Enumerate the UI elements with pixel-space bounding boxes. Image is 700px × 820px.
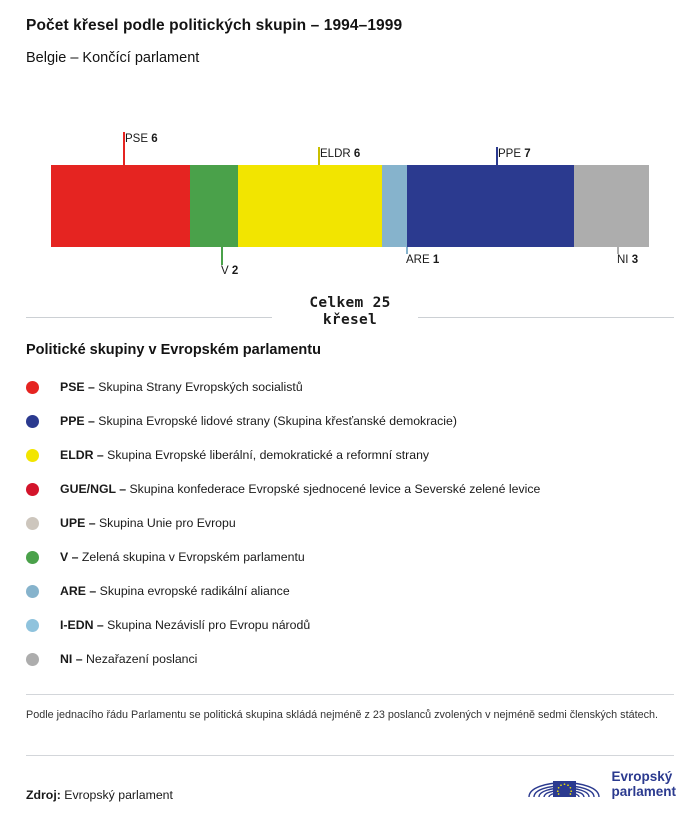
bar-label-are xyxy=(406,254,439,267)
legend-label-guengl xyxy=(60,482,540,496)
bar-label-pse-group: PSE xyxy=(125,133,149,145)
bar-label-ni-value: 3 xyxy=(631,254,639,266)
legend-item-are xyxy=(26,574,676,608)
total-divider-right xyxy=(418,317,674,318)
legend-swatch-eldr-icon xyxy=(26,449,39,462)
legend-abbr-pse: PSE – xyxy=(60,380,95,394)
legend-label-are xyxy=(60,584,290,598)
total-seats-label xyxy=(0,295,700,329)
legend-swatch-ppe-icon xyxy=(26,415,39,428)
bar-label-ppe-group: PPE xyxy=(498,148,522,160)
legend-swatch-pse-icon xyxy=(26,381,39,394)
legend-abbr-guengl: GUE/NGL – xyxy=(60,482,127,496)
total-seats-line2: křesel xyxy=(322,312,378,328)
legend-item-ni xyxy=(26,642,676,676)
leader-line-pse xyxy=(123,132,125,165)
total-seats-line1: Celkem 25 xyxy=(309,295,391,311)
leader-line-are xyxy=(406,247,408,254)
legend-swatch-ni-icon xyxy=(26,653,39,666)
bar-label-are-value: 1 xyxy=(432,254,440,266)
ep-logo xyxy=(525,762,676,806)
bar-segment-ppe xyxy=(407,165,574,247)
page-title: Počet křesel podle politických skupin – 1994–1999 xyxy=(26,17,403,34)
legend-name-pse: Skupina Strany Evropských socialistů xyxy=(98,380,303,394)
bar-label-are-group: ARE xyxy=(406,254,430,266)
bar-segment-eldr xyxy=(238,165,382,247)
footer-divider-bottom xyxy=(26,755,674,756)
legend-item-guengl xyxy=(26,472,676,506)
source-line xyxy=(26,788,173,802)
bar-label-v xyxy=(221,265,238,278)
legend-name-are: Skupina evropské radikální aliance xyxy=(99,584,290,598)
legend-swatch-are-icon xyxy=(26,585,39,598)
leader-line-ppe xyxy=(496,147,498,165)
bar-segment-ni xyxy=(574,165,649,247)
legend-abbr-are: ARE – xyxy=(60,584,97,598)
legend-name-ni: Nezařazení poslanci xyxy=(85,652,198,666)
seats-bar-chart xyxy=(0,110,700,280)
legend-swatch-iedn-icon xyxy=(26,619,39,632)
legend-label-pse xyxy=(60,380,303,394)
legend-item-upe xyxy=(26,506,676,540)
bar-label-ppe xyxy=(498,148,531,161)
legend-name-v: Zelená skupina v Evropském parlamentu xyxy=(81,550,305,564)
ep-logo-line1: Evropský xyxy=(611,768,673,784)
legend-item-ppe xyxy=(26,404,676,438)
bar-label-eldr-value: 6 xyxy=(353,148,361,160)
legend-label-ni xyxy=(60,652,197,666)
total-divider-left xyxy=(26,317,272,318)
legend-abbr-eldr: ELDR – xyxy=(60,448,104,462)
bar-segment-v xyxy=(190,165,238,247)
legend-title: Politické skupiny v Evropském parlamentu xyxy=(26,342,321,358)
legend-swatch-v-icon xyxy=(26,551,39,564)
bar-label-ppe-value: 7 xyxy=(524,148,531,160)
legend-label-eldr xyxy=(60,448,429,462)
legend-item-v xyxy=(26,540,676,574)
footnote: Podle jednacího řádu Parlamentu se politická skupina skládá nejméně z 23 poslanců zvolených v nejméně sedmi členských státech. xyxy=(26,709,658,721)
bar-segment-pse xyxy=(51,165,190,247)
legend-name-ppe: Skupina Evropské lidové strany (Skupina křesťanské demokracie) xyxy=(98,414,457,428)
ep-logo-line2: parlament xyxy=(611,784,676,799)
legend-label-upe xyxy=(60,516,236,530)
bar-segment-are xyxy=(382,165,407,247)
legend-item-pse xyxy=(26,370,676,404)
ep-logo-text xyxy=(611,769,676,800)
bar-label-ni xyxy=(617,254,638,267)
footer-divider-top xyxy=(26,694,674,695)
legend-abbr-ppe: PPE – xyxy=(60,414,95,428)
bar-label-eldr-group: ELDR xyxy=(320,148,351,160)
leader-line-v xyxy=(221,247,223,265)
bar-label-ni-group: NI xyxy=(617,254,629,266)
legend-label-v xyxy=(60,550,305,564)
legend-abbr-v: V – xyxy=(60,550,79,564)
legend-list xyxy=(26,370,676,676)
ep-hemicycle-icon xyxy=(525,764,603,804)
legend-abbr-upe: UPE – xyxy=(60,516,96,530)
legend-swatch-upe-icon xyxy=(26,517,39,530)
legend-swatch-guengl-icon xyxy=(26,483,39,496)
legend-name-upe: Skupina Unie pro Evropu xyxy=(98,516,236,530)
legend-item-iedn xyxy=(26,608,676,642)
bar-label-eldr xyxy=(320,148,360,161)
total-seats-block xyxy=(0,295,700,335)
legend-item-eldr xyxy=(26,438,676,472)
bar-label-pse-value: 6 xyxy=(151,133,158,145)
leader-line-ni xyxy=(617,247,619,254)
legend-label-ppe xyxy=(60,414,457,428)
legend-name-guengl: Skupina konfederace Evropské sjednocené levice a Severské zelené levice xyxy=(129,482,541,496)
bar-label-v-value: 2 xyxy=(231,265,239,277)
leader-line-eldr xyxy=(318,147,320,165)
bar-label-v-group: V xyxy=(221,265,229,277)
source-value: Evropský parlament xyxy=(64,788,173,802)
source-label: Zdroj: xyxy=(26,788,61,802)
legend-abbr-iedn: I-EDN – xyxy=(60,618,104,632)
stacked-bar xyxy=(51,165,649,247)
page-subtitle: Belgie – Končící parlament xyxy=(26,50,200,66)
legend-label-iedn xyxy=(60,618,310,632)
bar-label-pse xyxy=(125,133,158,146)
legend-name-eldr: Skupina Evropské liberální, demokratické a reformní strany xyxy=(107,448,430,462)
legend-abbr-ni: NI – xyxy=(60,652,83,666)
legend-name-iedn: Skupina Nezávislí pro Evropu národů xyxy=(107,618,311,632)
